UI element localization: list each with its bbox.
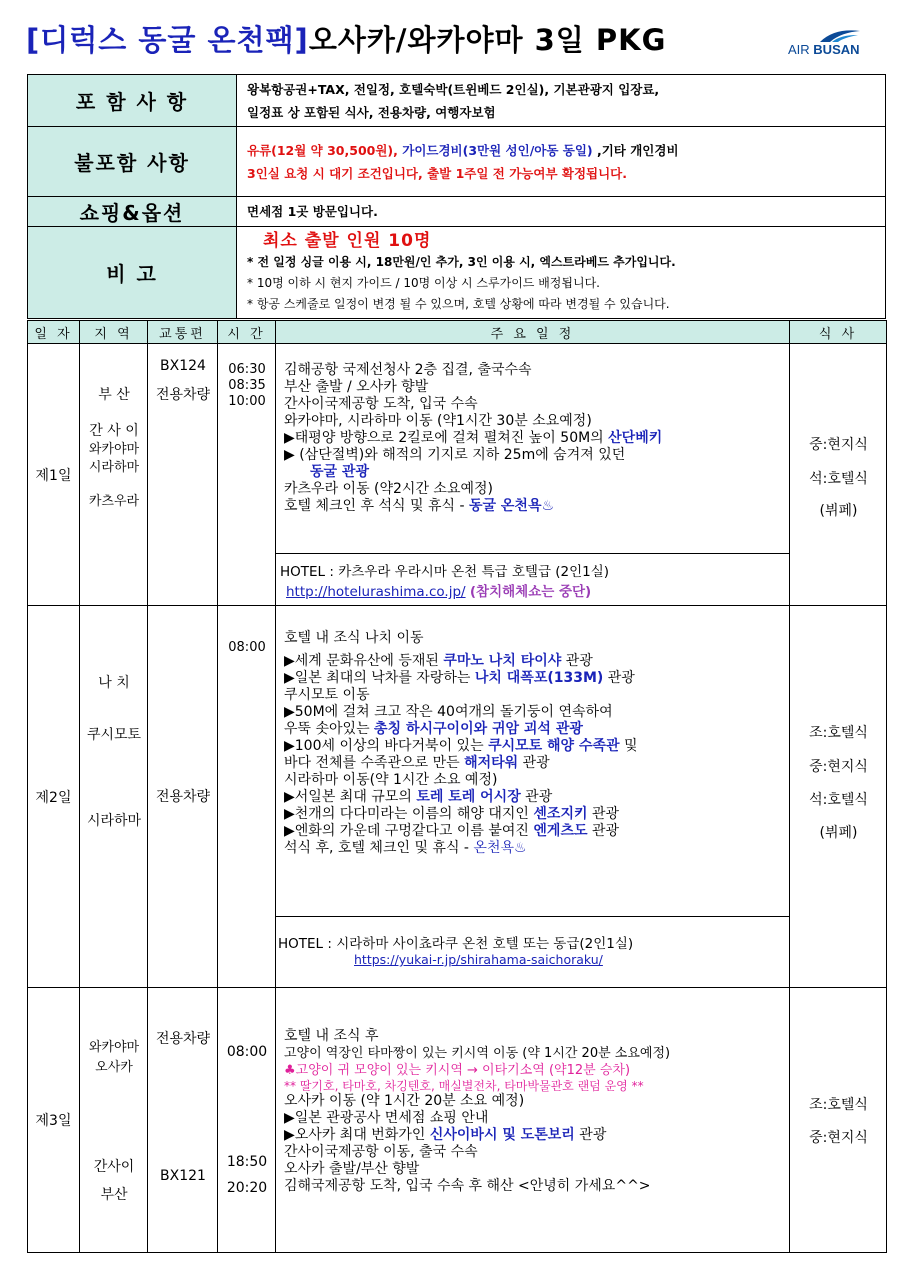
highlight-fish-market: 토레 토레 어시장 (416, 789, 521, 805)
time: 08:00 (226, 1044, 268, 1060)
day-3-transport (148, 988, 218, 1253)
day-1-times (218, 344, 276, 606)
train-note: ** 딸기호, 타마호, 차깅텐호, 매실별전차, 타마박물관호 랜덤 운영 ** (284, 1079, 644, 1093)
logo-busan: BUSAN (813, 42, 860, 57)
region: 오사카 (95, 1060, 133, 1075)
region: 카츠우라 (88, 494, 140, 509)
highlight-kumano-nachi: 쿠마노 나치 타이샤 (443, 653, 562, 669)
excluded-other: ,기타 개인경비 (596, 142, 679, 158)
day-3-label: 제3일 (28, 988, 80, 1253)
day-2-times (218, 606, 276, 988)
day-1-meals (790, 344, 887, 606)
day-1-label: 제1일 (28, 344, 80, 606)
day-2-transport (148, 606, 218, 988)
highlight-undersea-tower: 해저타워 (464, 755, 519, 771)
remark-3: * 항공 스케줄로 일정이 변경 될 수 있으며, 호텔 상황에 따라 변경될 수 있습니다. (247, 296, 670, 311)
highlight-aquarium: 쿠시모토 해양 수족관 (488, 738, 620, 754)
excluded-fuel: 유류(12월 약 30,500원), (247, 142, 398, 158)
time: 20:20 (226, 1180, 268, 1196)
meal: (뷔페) (819, 825, 858, 841)
meal: 조:호텔식 (809, 1097, 868, 1113)
air-busan-logo (788, 28, 880, 58)
day-1-plan (276, 344, 790, 606)
region: 시라하마 (86, 813, 142, 829)
region: 와카야마 (88, 1040, 140, 1055)
day-2-meals (790, 606, 887, 988)
highlight-cave-onsen: 동굴 온천욕♨ (468, 498, 555, 514)
excluded-label: 불포함 사항 (28, 127, 237, 197)
meal: 중:현지식 (809, 1130, 868, 1146)
region: 시라하마 (88, 460, 140, 475)
highlight-senjojiki: 센조지키 (533, 806, 588, 822)
time: 10:00 (228, 394, 266, 409)
region: 간사이 (93, 1159, 135, 1175)
meal: 석:호텔식 (809, 792, 868, 808)
header-region: 지 역 (80, 321, 148, 344)
excluded-guide-fee: 가이드경비(3만원 성인/아동 동일) (402, 142, 593, 158)
highlight-onsen: 온천욕♨ (473, 840, 527, 856)
logo-air: AIR (788, 42, 810, 57)
schedule-table (27, 320, 887, 1253)
transport-vehicle: 전용차량 (155, 387, 211, 403)
region: 나 치 (98, 675, 130, 691)
day-1-row (28, 344, 887, 606)
day-3-meals (790, 988, 887, 1253)
highlight-hashiguiiwa: 총칭 하시구이이와 귀암 괴석 관광 (374, 721, 583, 737)
region: 쿠시모토 (86, 727, 142, 743)
included-label: 포 함 사 항 (28, 75, 237, 127)
day-3-regions (80, 988, 148, 1253)
time: 18:50 (226, 1154, 268, 1170)
day-2-plan-text: 호텔 내 조식 나치 이동 ▶세계 문화유산에 등재된 쿠마노 나치 타이샤 관광 ▶일본 최대의 낙차를 자랑하는 나치 대폭포(133M) 관광 쿠시모토 이동 ▶50M에 걸쳐 크고 작은 40여개의 돌기둥이 연속하여 우뚝 솟아있는 총칭 하시구이이와 귀암 괴석 관광 ▶100세 이상의 바다거북이 있는 쿠시모토 해양 수족관 및 바다 전체를 수족관으로 만든 해저타워 관광 시라하마 이동(약 1시간 소요 예정) ▶서일본 최대 규모의 토레 토레 어시장 관광 ▶천개의 다다미라는 이름의 해양 대지인 센조지키 관광 ▶엔화의 가운데 구멍같다고 이름 붙여진 엔게츠도 관광 석식 후, 호텔 체크인 및 휴식 - 온천욕♨ (284, 630, 638, 856)
day-2-hotel: HOTEL : 시라하마 사이쵸라쿠 온천 호텔 또는 동급(2인1실) (278, 936, 634, 952)
day-1-note: (참치해체쇼는 중단) (469, 584, 592, 600)
time: 08:35 (228, 378, 266, 393)
min-participants: 최소 출발 인원 10명 (263, 230, 432, 251)
header-time: 시 간 (218, 321, 276, 344)
meal: 중:현지식 (809, 437, 868, 453)
included-value (237, 75, 886, 127)
page-title (26, 18, 786, 62)
day-3-times (218, 988, 276, 1253)
day-1-regions (80, 344, 148, 606)
hotel-url-link[interactable]: http://hotelurashima.co.jp/ (286, 584, 466, 600)
header-date: 일 자 (28, 321, 80, 344)
region: 와카야마 (88, 442, 140, 457)
day-1-transport (148, 344, 218, 606)
header-meals: 식 사 (790, 321, 887, 344)
info-table (27, 74, 886, 319)
time: 06:30 (228, 362, 266, 377)
day-2-regions (80, 606, 148, 988)
day-2-label: 제2일 (28, 606, 80, 988)
day-2-plan (276, 606, 790, 988)
meal: 조:호텔식 (809, 725, 868, 741)
title-part1: [디럭스 동굴 온천팩] (26, 23, 309, 57)
included-line-1: 왕복항공권+TAX, 전일정, 호텔숙박(트윈베드 2인실), 기본관광지 입장료, (247, 81, 660, 97)
meal: (뷔페) (819, 503, 858, 519)
header-schedule: 주 요 일 정 (276, 321, 790, 344)
day-2-hotel-link (354, 952, 603, 967)
divider (276, 916, 790, 917)
day-1-hotel-link (286, 580, 591, 600)
shopping-label: 쇼핑&옵션 (28, 197, 237, 227)
day-3-plan-text: 호텔 내 조식 후 고양이 역장인 타마짱이 있는 키시역 이동 (약 1시간 20분 소요예정) ♣고양이 귀 모양이 있는 키시역 → 이타기소역 (약12분 승차) ** 딸기호, 타마호, 차깅텐호, 매실별전차, 타마박물관호 랜덤 운영 ** 오사카 이동 (약 1시간 20분 소요 예정) ▶일본 관광공사 면세점 쇼핑 안내 ▶오사카 최대 번화가인 신사이바시 및 도톤보리 관광 간사이국제공항 이동, 출국 수속 오사카 출발/부산 향발 김해국제공항 도착, 입국 수속 후 해산 <안녕히 가세요^^> (284, 1028, 671, 1194)
highlight-shinsaibashi: 신사이바시 및 도톤보리 (429, 1127, 575, 1143)
time: 08:00 (228, 640, 266, 655)
region: 간 사 이 (89, 423, 139, 439)
day-1-hotel: HOTEL : 카츠우라 우라시마 온천 특급 호텔급 (2인1실) (280, 564, 610, 580)
meal: 중:현지식 (809, 759, 868, 775)
remarks-label: 비 고 (28, 227, 237, 319)
highlight-engetsudo: 엔게츠도 (533, 823, 588, 839)
shopping-value: 면세점 1곳 방문입니다. (237, 197, 886, 227)
hotel-url-link[interactable]: https://yukai-r.jp/shirahama-saichoraku/ (354, 952, 603, 967)
highlight-sandanbeki: 산단베키 (608, 430, 663, 446)
remark-2: * 10명 이하 시 현지 가이드 / 10명 이상 시 스루가이드 배정됩니다. (247, 275, 600, 290)
region: 부 산 (98, 387, 130, 403)
region: 부산 (100, 1187, 128, 1203)
cat-station-note: ♣고양이 귀 모양이 있는 키시역 → 이타기소역 (약12분 승차) (284, 1063, 631, 1078)
remarks-value (237, 227, 886, 319)
day-2-row (28, 606, 887, 988)
transport-vehicle: 전용차량 (155, 789, 211, 805)
highlight-nachi-falls: 나치 대폭포(133M) (474, 670, 604, 686)
excluded-value (237, 127, 886, 197)
transport-vehicle: 전용차량 (155, 1031, 211, 1047)
flight-number: BX121 (160, 1168, 206, 1184)
included-line-2: 일정표 상 포함된 식사, 전용차량, 여행자보험 (247, 104, 496, 120)
header-transport: 교통편 (148, 321, 218, 344)
flight-number: BX124 (160, 358, 206, 374)
day-3-plan (276, 988, 790, 1253)
divider (276, 553, 790, 554)
excluded-line-2: 3인실 요청 시 대기 조건입니다, 출발 1주일 전 가능여부 확정됩니다. (247, 165, 628, 181)
meal: 석:호텔식 (809, 471, 868, 487)
highlight-cave-tour: 동굴 관광 (310, 464, 369, 480)
title-part2: 오사카/와카야마 3일 PKG (308, 23, 667, 57)
remark-1: * 전 일정 싱글 이용 시, 18만원/인 추가, 3인 이용 시, 엑스트라베드 추가입니다. (247, 254, 676, 269)
day-3-row (28, 988, 887, 1253)
day-1-plan-text: 김해공항 국제선청사 2층 집결, 출국수속 부산 출발 / 오사카 향발 간사이국제공항 도착, 입국 수속 와카야마, 시라하마 이동 (약1시간 30분 소요예정) ▶태평양 방향으로 2킬로에 걸쳐 펼쳐진 높이 50M의 산단베키 ▶ (삼단절벽)와 해적의 기지로 지하 25m에 숨겨져 있던 동굴 관광 카츠우라 이동 (약2시간 소요예정) 호텔 체크인 후 석식 및 휴식 - 동굴 온천욕♨ (284, 362, 663, 514)
